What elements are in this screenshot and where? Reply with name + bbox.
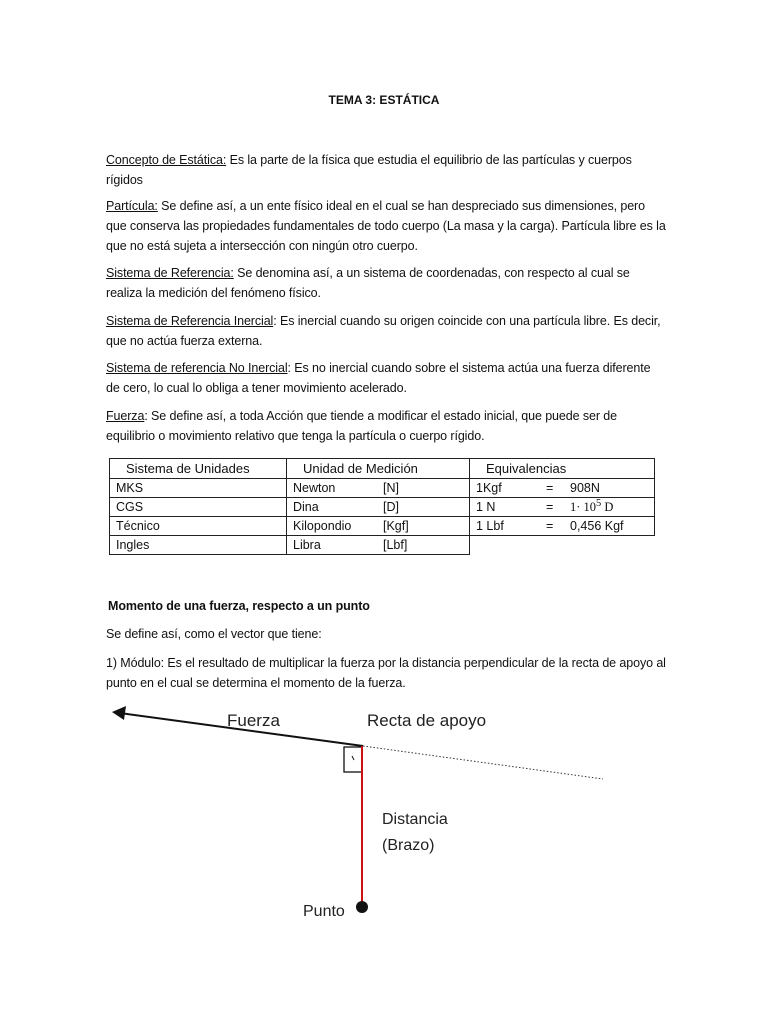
- cell-system: MKS: [110, 479, 287, 498]
- cell-system: Técnico: [110, 517, 287, 536]
- text-sistema-inercial: : Es inercial cuando su origen coincide con una partícula libre. Es decir, que no actúa fuerza externa.: [106, 314, 661, 348]
- text-fuerza: : Se define así, a toda Acción que tiende a modificar el estado inicial, que puede ser de equilibrio o movimiento relativo que tenga la partícula o cuerpo rígido.: [106, 409, 617, 443]
- cell-eq-right: 908N: [564, 479, 655, 498]
- cell-unit: Newton: [287, 479, 378, 498]
- header-unit: Unidad de Medición: [287, 459, 470, 479]
- right-angle-tick: [352, 756, 354, 760]
- eq-unit: D: [601, 500, 614, 515]
- cell-empty: [470, 536, 655, 555]
- label-recta: Recta de apoyo: [367, 711, 487, 730]
- moment-diagram: [100, 700, 620, 925]
- cell-eq-sign: =: [540, 498, 564, 517]
- momento-modulo: 1) Módulo: Es el resultado de multiplicar la fuerza por la distancia perpendicular de la recta de apoyo al punto en el cual se determina el momento de la fuerza.: [106, 656, 666, 690]
- point-dot: [356, 901, 368, 913]
- text-sistema-referencia: Se denomina así, a un sistema de coordenadas, con respecto al cual se realiza la medición del fenómeno físico.: [106, 266, 630, 300]
- cell-eq-left: 1 Lbf: [470, 517, 541, 536]
- label-fuerza: Fuerza: [227, 711, 280, 730]
- momento-intro: Se define así, como el vector que tiene:: [106, 627, 322, 641]
- table-row: [110, 479, 655, 498]
- term-fuerza: Fuerza: [106, 409, 145, 423]
- term-sistema-inercial: Sistema de Referencia Inercial: [106, 314, 274, 328]
- definition-estatica: [106, 150, 666, 190]
- cell-system: Ingles: [110, 536, 287, 555]
- cell-symbol: [Lbf]: [377, 536, 470, 555]
- right-angle-marker: [344, 747, 362, 772]
- label-distancia: Distancia: [382, 811, 448, 828]
- header-system: Sistema de Unidades: [110, 459, 287, 479]
- units-table: [109, 458, 655, 555]
- page-title: TEMA 3: ESTÁTICA: [328, 93, 440, 107]
- definition-sistema-referencia: [106, 263, 666, 303]
- label-brazo: (Brazo): [382, 837, 435, 854]
- line-of-action: [363, 746, 603, 779]
- cell-symbol: [N]: [377, 479, 470, 498]
- momento-heading: Momento de una fuerza, respecto a un punto: [108, 599, 370, 613]
- cell-eq-sign: =: [540, 517, 564, 536]
- cell-unit: Kilopondio: [287, 517, 378, 536]
- definition-particula: [106, 196, 666, 256]
- cell-unit: Libra: [287, 536, 378, 555]
- cell-eq-right: [564, 498, 655, 517]
- definition-sistema-inercial: [106, 311, 666, 351]
- label-punto: Punto: [303, 903, 345, 920]
- cell-system: CGS: [110, 498, 287, 517]
- term-particula: Partícula:: [106, 199, 158, 213]
- arrowhead-icon: [112, 706, 126, 720]
- cell-symbol: [Kgf]: [377, 517, 470, 536]
- cell-eq-sign: =: [540, 479, 564, 498]
- term-sistema-no-inercial: Sistema de referencia No Inercial: [106, 361, 288, 375]
- term-estatica: Concepto de Estática:: [106, 153, 227, 167]
- cell-eq-left: 1Kgf: [470, 479, 541, 498]
- cell-eq-right: 0,456 Kgf: [564, 517, 655, 536]
- definition-sistema-no-inercial: [106, 358, 666, 398]
- cell-unit: Dina: [287, 498, 378, 517]
- table-row: [110, 536, 655, 555]
- eq-base: 1· 10: [570, 500, 597, 515]
- table-row: [110, 517, 655, 536]
- cell-symbol: [D]: [377, 498, 470, 517]
- header-equiv: Equivalencias: [470, 459, 655, 479]
- cell-eq-left: 1 N: [470, 498, 541, 517]
- definition-fuerza: [106, 406, 666, 446]
- table-header-row: [110, 459, 655, 479]
- table-row: [110, 498, 655, 517]
- text-sistema-no-inercial: : Es no inercial cuando sobre el sistema actúa una fuerza diferente de cero, lo cual lo obliga a tener movimiento acelerado.: [106, 361, 651, 395]
- eq-exponent: 5: [596, 498, 602, 510]
- text-particula: Se define así, a un ente físico ideal en el cual se han despreciado sus dimensiones, pero que conserva las propiedades fundamentales de todo cuerpo (La masa y la carga). Partícula libre es la que no está sujeta a intersección con ningún otro cuerpo.: [106, 199, 666, 253]
- text-estatica: Es la parte de la física que estudia el equilibrio de las partículas y cuerpos rígidos: [106, 153, 632, 187]
- term-sistema-referencia: Sistema de Referencia:: [106, 266, 234, 280]
